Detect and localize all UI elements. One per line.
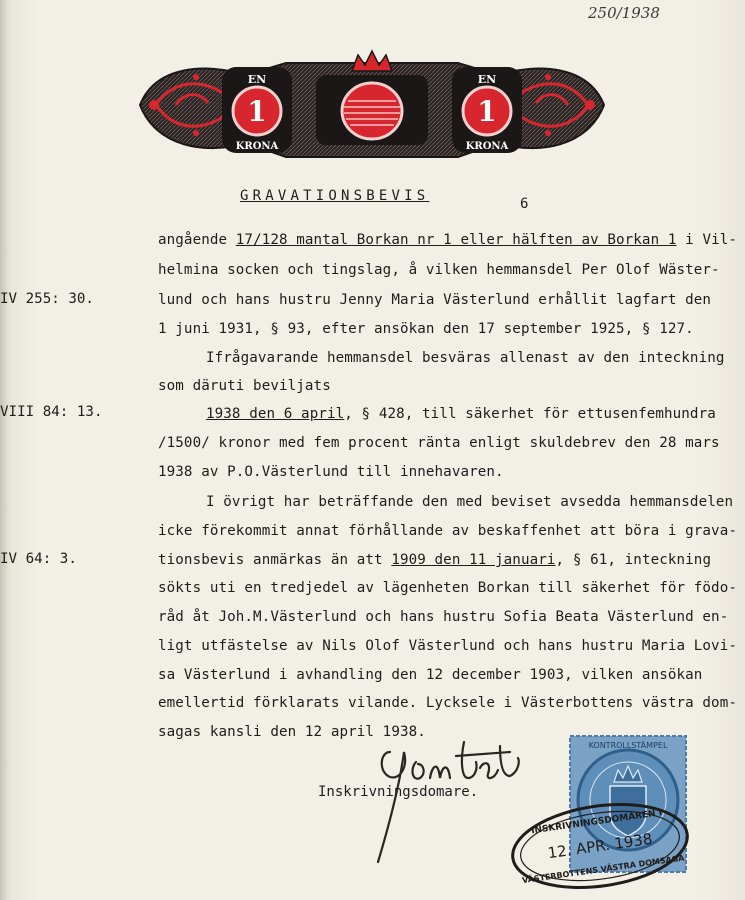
mortgage-date-underlined: 1938 den 6 april (206, 406, 345, 422)
text-line: /1500/ kronor med fem procent ränta enligt skuldebrev den 28 mars (158, 435, 720, 451)
banner-value-right: 1 (477, 95, 497, 128)
text-line: emellertid förklarats vilande. Lycksele i Västerbottens västra dom- (158, 695, 737, 711)
banner-value-left: 1 (247, 95, 267, 128)
revenue-banner (136, 45, 608, 175)
property-underlined: 17/128 mantal Borkan nr 1 eller hälften av Borkan 1 (235, 232, 677, 248)
inscription-date-underlined: 1909 den 11 januari (391, 552, 556, 568)
text-line: 1938 den 6 april, § 428, till säkerhet för ettusenfemhundra (206, 406, 716, 422)
document-title: GRAVATIONSBEVIS (240, 188, 430, 204)
margin-reference: VIII 84: 13. (0, 404, 103, 420)
superscript-note: 6 (520, 196, 529, 212)
seal-top-text: INSKRIVNINGSDOMAREN I (530, 808, 663, 837)
banner-krona-left: KRONA (235, 141, 279, 152)
crown-icon (352, 51, 392, 71)
court-seal (505, 796, 695, 896)
text-line: 1 juni 1931, § 93, efter ansökan den 17 september 1925, § 127. (158, 321, 694, 337)
text-line: lund och hans hustru Jenny Maria Västerlund erhållit lagfart den (158, 292, 712, 308)
text-line: tionsbevis anmärkas än att 1909 den 11 januari, § 61, inteckning (158, 552, 712, 568)
stamp-text: KONTROLLSTÄMPEL (588, 741, 668, 750)
text-line: sa Västerlund i avhandling den 12 december 1903, vilken ansökan (158, 667, 703, 683)
text-line: som däruti beviljats (158, 378, 331, 394)
banner-krona-right: KRONA (465, 141, 509, 152)
banner-en-right: EN (477, 73, 497, 86)
text-line: angående 17/128 mantal Borkan nr 1 eller hälften av Borkan 1 i Vil- (158, 232, 738, 248)
text-line: ligt utfästelse av Nils Olof Västerlund och hans hustru Maria Lovi- (158, 638, 737, 654)
text-line: 1938 av P.O.Västerlund till innehavaren. (158, 464, 504, 480)
text-line: Ifrågavarande hemmansdel besväras allenast av den inteckning (206, 350, 725, 366)
banner-en-left: EN (247, 73, 267, 86)
text-line: sökts uti en tredjedel av lägenheten Borkan till säkerhet för födo- (158, 580, 737, 596)
margin-reference: IV 255: 30. (0, 291, 94, 307)
text-line: råd åt Joh.M.Västerlund och hans hustru Sofia Beata Västerlund en- (158, 609, 729, 625)
margin-reference: IV 64: 3. (0, 551, 77, 567)
text-line: icke förekommit annat förhållande av beskaffenhet att böra i grava- (158, 523, 737, 539)
seal-date: 12. APR. 1938 (546, 829, 654, 863)
archive-number: 250/1938 (588, 4, 660, 22)
text-line: sagas kansli den 12 april 1938. (158, 724, 426, 740)
text-line: I övrigt har beträffande den med beviset avsedda hemmansdelen (206, 494, 734, 510)
seal-bottom-text: VÄSTERBOTTENS VÄSTRA DOMSAGA (521, 853, 685, 886)
signature-role: Inskrivningsdomare. (318, 784, 479, 800)
text-line: helmina socken och tingslag, å vilken hemmansdel Per Olof Wäster- (158, 262, 720, 278)
